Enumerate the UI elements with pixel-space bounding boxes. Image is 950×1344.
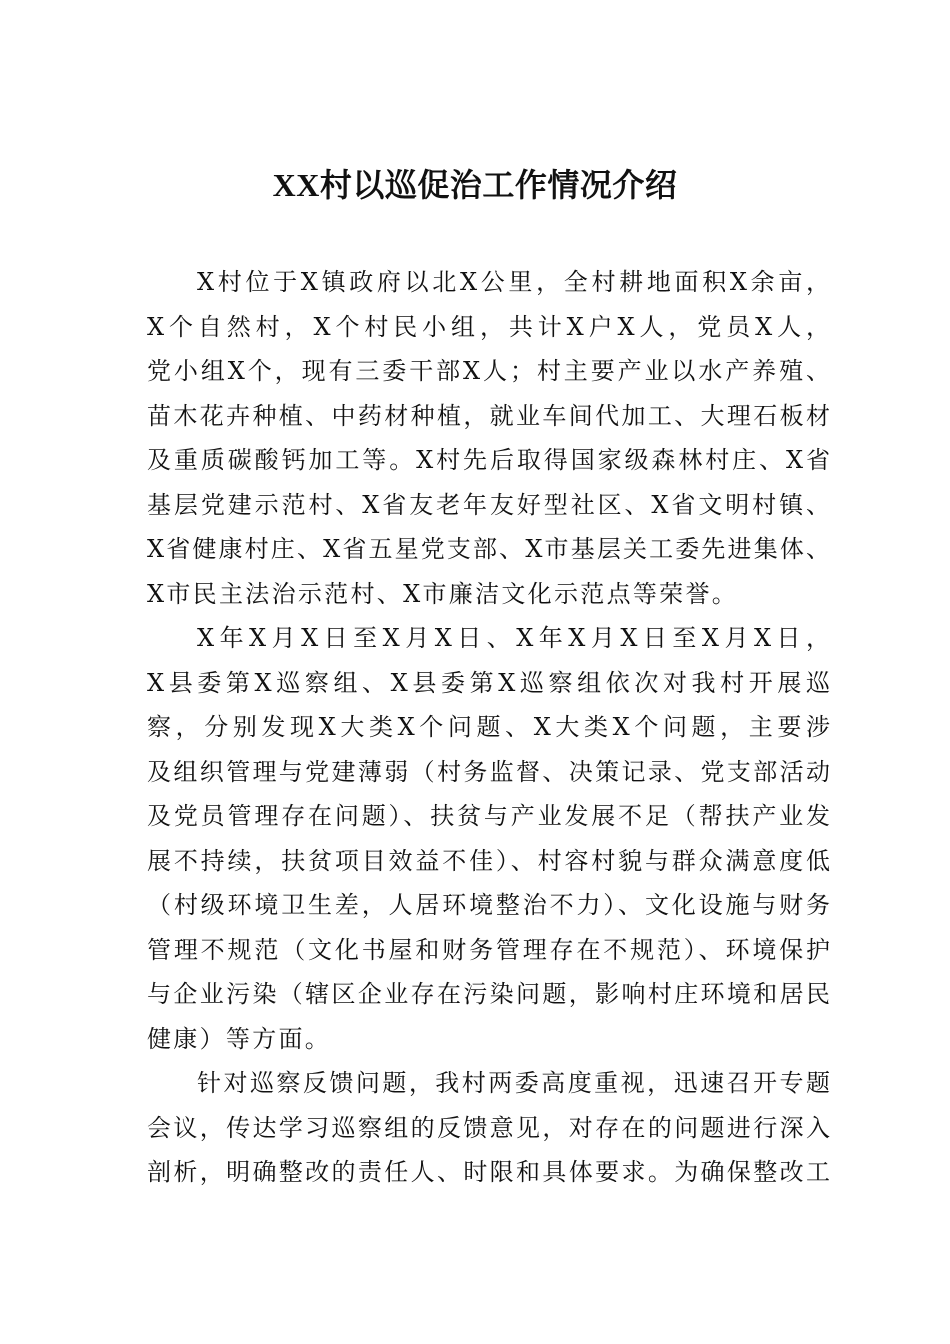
paragraph-line: 管理不规范（文化书屋和财务管理存在不规范）、环境保护 [147,935,830,964]
document-body [147,260,830,1195]
paragraph-line: 展不持续，扶贫项目效益不佳）、村容村貌与群众满意度低 [147,846,830,875]
paragraph-line: X省健康村庄、X省五星党支部、X市基层关工委先进集体、 [147,535,830,563]
paragraph-line: 苗木花卉种植、中药材种植，就业车间代加工、大理石板材 [147,401,830,430]
body-paragraph-2 [147,616,830,1061]
paragraph-line: 基层党建示范村、X省友老年友好型社区、X省文明村镇、 [147,490,830,519]
paragraph-line: 剖析，明确整改的责任人、时限和具体要求。为确保整改工 [147,1158,830,1186]
paragraph-line: 与企业污染（辖区企业存在污染问题，影响村庄环境和居民 [147,980,830,1008]
paragraph-line: X市民主法治示范村、X市廉洁文化示范点等荣誉。 [147,579,739,608]
paragraph-line: 察，分别发现X大类X个问题、X大类X个问题，主要涉 [147,713,830,741]
paragraph-line: X年X月X日至X月X日、X年X月X日至X月X日， [197,624,830,652]
paragraph-line: 会议，传达学习巡察组的反馈意见，对存在的问题进行深入 [147,1113,830,1142]
body-paragraph-3 [147,1061,830,1195]
paragraph-line: X村位于X镇政府以北X公里，全村耕地面积X余亩， [197,268,830,296]
paragraph-line: 及党员管理存在问题）、扶贫与产业发展不足（帮扶产业发 [147,802,830,830]
body-paragraph-1 [147,260,830,616]
paragraph-line: 及重质碳酸钙加工等。X村先后取得国家级森林村庄、X省 [147,446,830,474]
paragraph-line: 及组织管理与党建薄弱（村务监督、决策记录、党支部活动 [147,757,830,786]
document-title: XX村以巡促治工作情况介绍 [272,167,678,203]
paragraph-line: 针对巡察反馈问题，我村两委高度重视，迅速召开专题 [197,1069,830,1097]
paragraph-line: 党小组X个，现有三委干部X人；村主要产业以水产养殖、 [147,357,830,385]
paragraph-line: X个自然村，X个村民小组，共计X户X人，党员X人， [147,312,830,341]
paragraph-line: X县委第X巡察组、X县委第X巡察组依次对我村开展巡 [147,668,830,697]
paragraph-line: 健康）等方面。 [147,1024,332,1053]
paragraph-line: （村级环境卫生差，人居环境整治不力）、文化设施与财务 [147,891,830,919]
